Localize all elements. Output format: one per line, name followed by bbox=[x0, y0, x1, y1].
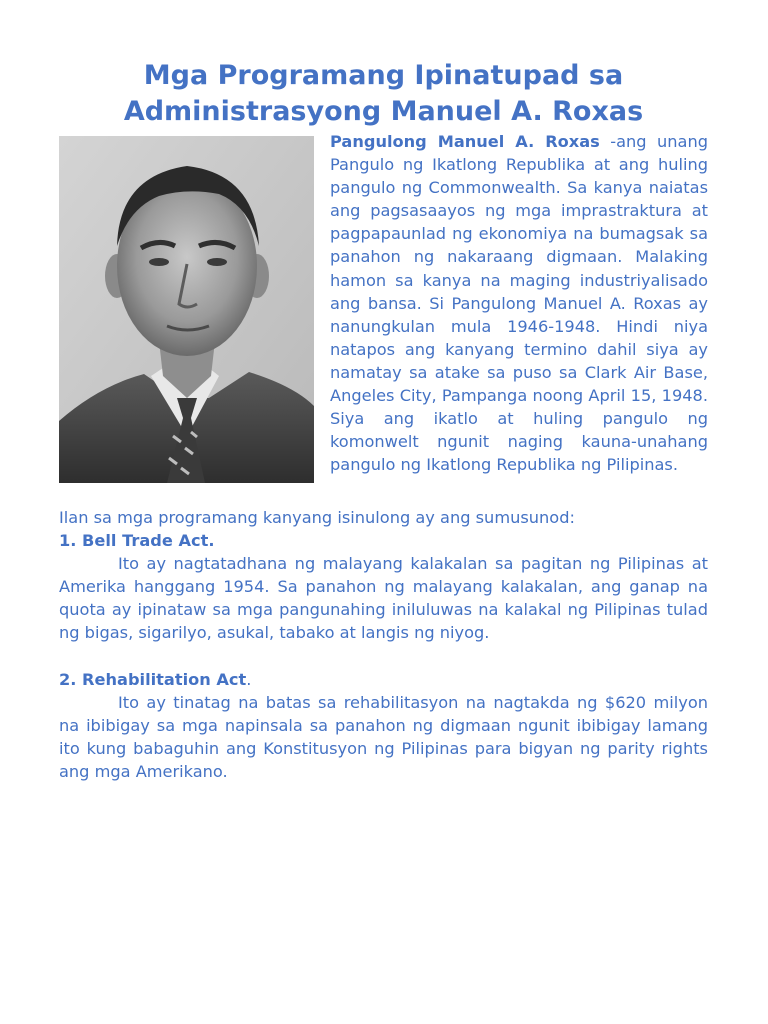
title-line-1: Mga Programang Ipinatupad sa bbox=[143, 60, 624, 91]
portrait-photo bbox=[59, 136, 314, 483]
program-heading-bell-trade-act bbox=[59, 529, 708, 552]
intro-text: -ang unang Pangulo ng Ikatlong Republika at ang huling pangulo ng Commonwealth. Sa kanya naiatas ang pagsasaayos ng mga imprastraktura at pagpapaunlad ng ekonomiya na bumagsak sa panahon ng nakaraang digmaan. Malaking hamon sa kanya na maging industriyalisado ang bansa. Si Pangulong Manuel A. Roxas ay nanungkulan mula 1946-1948. Hindi niya natapos ang kanyang termino dahil siya ay namatay sa atake sa puso sa Clark Air Base, Angeles City, Pampanga noong April 15, 1948. Siya ang ikatlo at huling pangulo ng komonwelt ngunit naging kauna-unahang pangulo ng Ikatlong Republika ng Pilipinas. bbox=[330, 132, 708, 475]
portrait-image bbox=[59, 136, 314, 483]
program-heading-rehabilitation-act bbox=[59, 668, 708, 691]
document-page bbox=[59, 58, 708, 783]
spacer bbox=[59, 483, 708, 506]
spacer bbox=[59, 645, 708, 668]
intro-lead: Pangulong Manuel A. Roxas bbox=[330, 132, 600, 151]
title-line-2: Administrasyong Manuel A. Roxas bbox=[123, 96, 644, 127]
program-body-bell-trade-act: Ito ay nagtatadhana ng malayang kalakalan sa pagitan ng Pilipinas at Amerika hanggang 1954. Sa panahon ng malayang kalakalan, ang ganap na quota ay ipinataw sa mga pangunahing iniluluwas na kalakal ng Pilipinas tulad ng bigas, sigarilyo, asukal, tabako at langis ng niyog. bbox=[59, 554, 708, 643]
programs-intro: Ilan sa mga programang kanyang isinulong ay ang sumusunod: bbox=[59, 508, 575, 527]
page-title bbox=[59, 58, 708, 130]
program-heading-text: 1. Bell Trade Act. bbox=[59, 531, 215, 551]
program-body-rehabilitation-act: Ito ay tinatag na batas sa rehabilitasyon na nagtakda ng $620 milyon na ibibigay sa mga napinsala sa panahon ng digmaan ngunit ibibigay lamang ito kung babaguhin ang Konstitusyon ng Pilipinas para bigyan ng parity rights ang mga Amerikano. bbox=[59, 692, 708, 781]
program-heading-text: 2. Rehabilitation Act bbox=[59, 669, 247, 689]
program-heading-trailing: . bbox=[246, 669, 252, 689]
